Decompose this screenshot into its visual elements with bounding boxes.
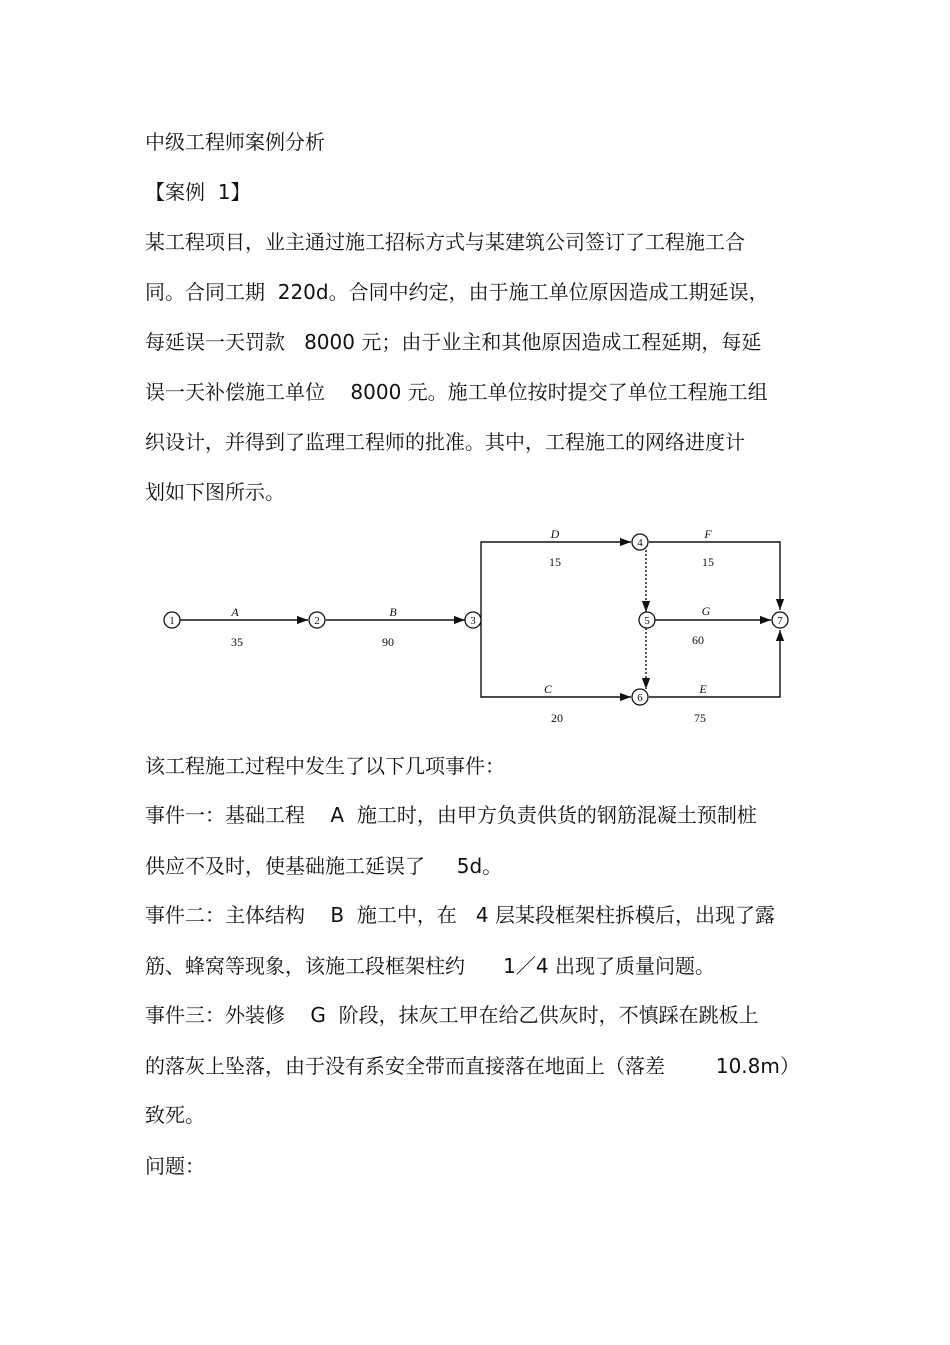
activity-duration: 75: [694, 711, 706, 725]
intro-line: 同。合同工期 220d。合同中约定，由于施工单位原因造成工期延误，: [145, 280, 769, 304]
network-diagram: [150, 520, 810, 730]
events-intro: 该工程施工过程中发生了以下几项事件：: [145, 754, 505, 778]
activity-duration: 35: [231, 635, 243, 649]
intro-line: 每延误一天罚款 8000 元；由于业主和其他原因造成工程延期，每延: [145, 330, 762, 354]
activity-label: G: [701, 604, 711, 618]
node-label: 1: [169, 615, 175, 627]
document-title: 中级工程师案例分析: [145, 130, 325, 154]
activity-f-arrow: [649, 542, 780, 610]
event-line: 供应不及时，使基础施工延误了 5d。: [145, 854, 503, 878]
activity-label: E: [699, 682, 707, 696]
node-label: 7: [777, 615, 783, 627]
event-line: 事件二：主体结构 B 施工中，在 4 层某段框架柱拆模后，出现了露: [145, 903, 776, 927]
event-line: 事件一：基础工程 A 施工时，由甲方负责供货的钢筋混凝土预制桩: [145, 803, 757, 827]
node-label: 3: [470, 615, 476, 627]
activity-duration: 20: [551, 711, 563, 725]
event-line: 致死。: [145, 1103, 205, 1127]
case-label: 【案例 1】: [145, 180, 251, 204]
questions-heading: 问题：: [145, 1154, 205, 1178]
intro-line: 织设计，并得到了监理工程师的批准。其中，工程施工的网络进度计: [145, 430, 745, 454]
activity-c-arrow: [481, 620, 631, 697]
intro-line: 划如下图所示。: [145, 480, 285, 504]
activity-e-arrow: [649, 630, 780, 697]
event-line: 的落灰上坠落，由于没有系安全带而直接落在地面上（落差 10.8m）: [145, 1054, 800, 1078]
node-label: 6: [637, 692, 643, 704]
activity-label: C: [543, 682, 553, 696]
node-label: 4: [637, 537, 643, 549]
event-line: 事件三：外装修 G 阶段，抹灰工甲在给乙供灰时，不慎踩在跳板上: [145, 1003, 759, 1027]
event-line: 筋、蜂窝等现象，该施工段框架柱约 1／4 出现了质量问题。: [145, 954, 715, 978]
activity-label: A: [231, 605, 239, 619]
activity-label: D: [550, 527, 560, 541]
activity-duration: 15: [702, 555, 714, 569]
activity-duration: 90: [382, 635, 394, 649]
intro-line: 某工程项目，业主通过施工招标方式与某建筑公司签订了工程施工合: [145, 230, 745, 254]
activity-label: F: [704, 527, 712, 541]
activity-d-arrow: [481, 542, 631, 620]
node-label: 5: [644, 615, 650, 627]
intro-line: 误一天补偿施工单位 8000 元。施工单位按时提交了单位工程施工组: [145, 380, 768, 404]
activity-label: B: [389, 605, 397, 619]
node-label: 2: [314, 615, 320, 627]
activity-duration: 15: [549, 555, 561, 569]
activity-duration: 60: [692, 633, 704, 647]
